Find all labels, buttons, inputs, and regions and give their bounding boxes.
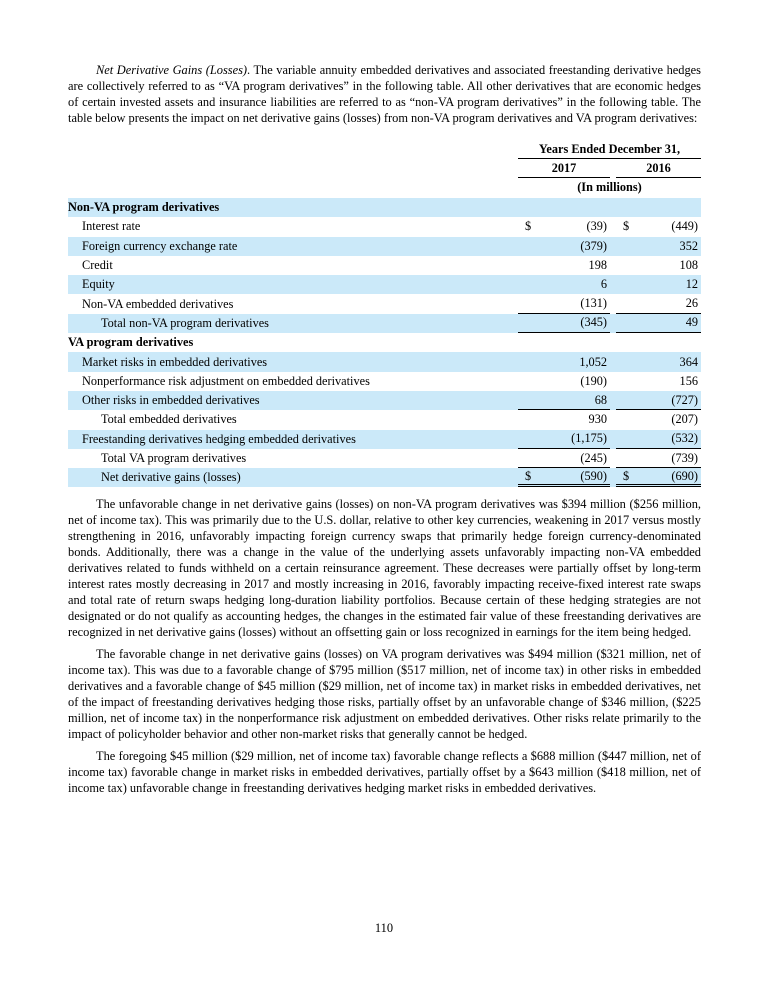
row-total-va xyxy=(68,449,701,468)
row-label: Net derivative gains (losses) xyxy=(101,470,241,485)
row-interest-rate xyxy=(68,217,701,236)
table-header-units: (In millions) xyxy=(577,180,642,194)
row-credit xyxy=(68,256,701,275)
row-total-non-va xyxy=(68,314,701,333)
table-header-row-years xyxy=(68,140,701,159)
row-label: Equity xyxy=(82,277,115,292)
row-label: VA program derivatives xyxy=(68,335,194,350)
amount-2016 xyxy=(616,198,701,217)
row-other-risks xyxy=(68,391,701,410)
row-freestanding xyxy=(68,430,701,449)
row-nonperformance xyxy=(68,372,701,391)
amount-2017: (379) xyxy=(580,238,607,253)
amount-2017: 68 xyxy=(518,391,610,410)
amount-2017 xyxy=(518,198,610,217)
page-number: 110 xyxy=(374,921,394,935)
amount-2017: 6 xyxy=(600,277,607,292)
amount-2017 xyxy=(518,333,610,352)
row-label: Foreign currency exchange rate xyxy=(82,238,238,253)
amount-2017: $ (39) xyxy=(525,219,607,234)
amount-2016 xyxy=(616,333,701,352)
amount-2016: 26 xyxy=(616,294,701,313)
amount-2017: 1,052 xyxy=(579,354,607,369)
derivatives-table xyxy=(68,140,701,487)
amount-2016: 49 xyxy=(616,314,701,333)
amount-2016: (207) xyxy=(671,412,698,427)
amount-2016: 352 xyxy=(679,238,698,253)
row-total-embedded xyxy=(68,410,701,429)
row-label: Nonperformance risk adjustment on embedded derivatives xyxy=(82,373,370,388)
table-header-row-columns xyxy=(68,159,701,178)
amount-2017: (345) xyxy=(518,314,610,333)
dollar-sign: $ xyxy=(525,468,532,483)
table-header-2016: 2016 xyxy=(616,159,701,178)
intro-paragraph-body: . The variable annuity embedded derivatives and associated freestanding derivative hedges are collectively referred to as “VA program derivatives” in the following table. All other derivatives that are economic hedges of certain invested assets and insurance liabilities are referred to as “non-VA program derivatives” in the following table. The table below presents the impact on net derivative gains (losses) from non-VA program derivatives and VA program derivatives: xyxy=(68,63,701,125)
dollar-sign: $ xyxy=(623,219,630,234)
amount-2016: 156 xyxy=(679,373,698,388)
table-header-row-units xyxy=(68,178,701,198)
row-label: Total VA program derivatives xyxy=(101,451,247,465)
dollar-sign: $ xyxy=(525,219,532,234)
intro-paragraph xyxy=(68,62,701,126)
amount-2017: (245) xyxy=(518,449,610,468)
row-label: Freestanding derivatives hedging embedded derivatives xyxy=(82,431,356,446)
row-net-derivative-gains xyxy=(68,468,701,487)
amount-2017: 930 xyxy=(588,412,607,427)
row-non-va-section xyxy=(68,198,701,217)
amount-2017: 198 xyxy=(588,258,607,273)
amount-2017: (131) xyxy=(518,294,610,313)
amount-2017: (1,175) xyxy=(518,430,610,449)
row-label: Interest rate xyxy=(82,219,141,234)
amount-2016: 12 xyxy=(685,277,698,292)
dollar-sign: $ xyxy=(623,468,630,483)
amount-2017: (190) xyxy=(580,373,607,388)
amount-2016: (739) xyxy=(616,449,701,468)
amount-2017: $ (590) xyxy=(518,468,610,487)
amount-2016: (727) xyxy=(616,391,701,410)
row-va-section xyxy=(68,333,701,352)
table-header-2017: 2017 xyxy=(518,159,610,178)
analysis-paragraph-non-va: The unfavorable change in net derivative gains (losses) on non-VA program derivatives was $394 million ($256 million, net of income tax). This was primarily due to the U.S. dollar, relative to other key currencies, weakening in 2017 versus mostly strengthening in 2016, unfavorably impacting foreign currency swaps that primarily hedge foreign currency-denominated bonds. Additionally, there was a change in the value of the underlying assets unfavorably impacting non-VA embedded derivatives related to funds withheld on a certain reinsurance agreement. These decreases were partially offset by long-term interest rates mostly decreasing in 2017 and mostly increasing in 2016, favorably impacting receive-fixed interest rate swaps and total rate of return swaps hedging long-duration liability portfolios. Because certain of these hedging strategies are not designated or do not qualify as accounting hedges, the changes in the estimated fair value of these freestanding derivatives are recognized in net derivative gains (losses) without an offsetting gain or loss recognized in earnings for the item being hedged. xyxy=(68,497,701,640)
row-label: Credit xyxy=(82,258,113,273)
row-label: Total non-VA program derivatives xyxy=(101,315,269,330)
table-header-years-ended: Years Ended December 31, xyxy=(518,140,701,159)
amount-2016: 364 xyxy=(679,354,698,369)
row-label: Total embedded derivatives xyxy=(101,412,237,427)
row-label: Non-VA embedded derivatives xyxy=(82,296,234,311)
row-foreign-currency xyxy=(68,237,701,256)
row-label: Non-VA program derivatives xyxy=(68,200,220,215)
row-equity xyxy=(68,275,701,294)
analysis-paragraph-va: The favorable change in net derivative gains (losses) on VA program derivatives was $494 million ($321 million, net of income tax). This was due to a favorable change of $795 million ($517 million, net of income tax) in other risks in embedded derivatives and a favorable change of $45 million ($29 million, net of income tax) in market risks in embedded derivatives, net of the impact of freestanding derivatives hedging those risks, partially offset by an unfavorable change of $346 million, ($225 million, net of income tax) in the nonperformance risk adjustment on embedded derivatives. Other risks relate primarily to the impact of policyholder behavior and other non-market risks that generally cannot be hedged. xyxy=(68,647,701,742)
amount-2016: 108 xyxy=(679,258,698,273)
analysis-paragraph-foregoing: The foregoing $45 million ($29 million, net of income tax) favorable change reflects a $688 million ($447 million, net of income tax) favorable change in market risks in embedded derivatives, partially offset by a $643 million ($418 million, net of income tax) unfavorable change in freestanding derivatives hedging market risks in embedded derivatives. xyxy=(68,749,701,796)
amount-2016: $ (690) xyxy=(616,468,701,487)
amount-2016: (532) xyxy=(616,430,701,449)
row-market-risks xyxy=(68,352,701,371)
row-label: Other risks in embedded derivatives xyxy=(82,393,260,408)
row-non-va-embedded xyxy=(68,294,701,313)
amount-2016: $ (449) xyxy=(623,219,698,234)
row-label: Market risks in embedded derivatives xyxy=(82,354,268,369)
intro-paragraph-lead: Net Derivative Gains (Losses) xyxy=(96,63,248,77)
